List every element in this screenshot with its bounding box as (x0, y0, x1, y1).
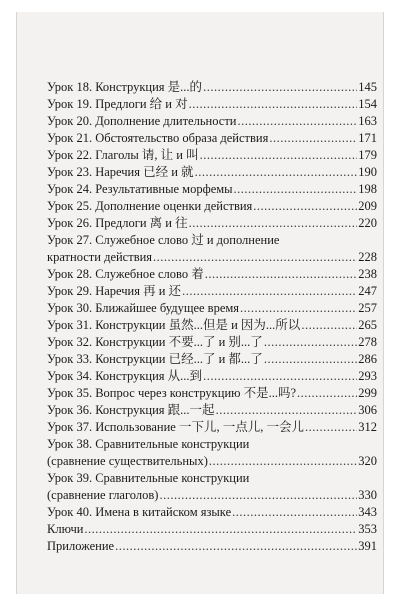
toc-page-number: 391 (358, 539, 377, 553)
toc-page-number: 299 (358, 386, 377, 400)
toc-entry-keys (47, 521, 377, 538)
toc-page-number: 293 (358, 369, 377, 383)
leader-dots (200, 147, 358, 164)
toc-entry-label: Урок 24. Результативные морфемы (47, 182, 233, 196)
toc-entry-lesson-26 (47, 215, 377, 232)
leader-dots (240, 300, 357, 317)
toc-entry-lesson-34 (47, 368, 377, 385)
toc-page-number: 154 (358, 97, 377, 111)
leader-dots (209, 453, 357, 470)
toc-entry-last-line (47, 249, 377, 266)
toc-entry-label: Урок 40. Имена в китайском языке (47, 505, 232, 519)
leader-dots (301, 317, 357, 334)
leader-dots (84, 521, 357, 538)
toc-entry-label: Урок 31. Конструкции 虽然...但是 и 因为...所以 (47, 318, 301, 332)
toc-entry-label-line1: Урок 27. Служебное слово 过 и дополнение (47, 233, 280, 247)
toc-entry-lesson-23 (47, 164, 377, 181)
toc-page-number: 171 (358, 131, 377, 145)
toc-page-number: 247 (358, 284, 377, 298)
toc-entry-label: Урок 36. Конструкция 跟...一起 (47, 403, 215, 417)
toc-entry-lesson-35 (47, 385, 377, 402)
leader-dots (153, 249, 357, 266)
toc-entry-last-line (47, 453, 377, 470)
toc-entry-last-line (47, 487, 377, 504)
leader-dots (195, 164, 358, 181)
toc-entry-label: Приложение (47, 539, 115, 553)
toc-entry-lesson-33 (47, 351, 377, 368)
leader-dots (305, 419, 357, 436)
toc-entry-lesson-30 (47, 300, 377, 317)
toc-entry-label: Урок 20. Дополнение длительности (47, 114, 237, 128)
toc-page-number: 220 (358, 216, 377, 230)
leader-dots (203, 79, 357, 96)
leader-dots (264, 351, 357, 368)
leader-dots (253, 198, 357, 215)
leader-dots (205, 266, 358, 283)
toc-entry-lesson-21 (47, 130, 377, 147)
toc-entry-lesson-40 (47, 504, 377, 521)
toc-entry-label-line1: Урок 39. Сравнительные конструкции (47, 471, 250, 485)
toc-entry-label: Урок 33. Конструкции 已经...了 и 都...了 (47, 352, 263, 366)
toc-entry-label: Урок 30. Ближайшее будущее время (47, 301, 240, 315)
toc-entry-label: Урок 29. Наречия 再 и 还 (47, 284, 182, 298)
leader-dots (216, 402, 358, 419)
toc-page-number: 265 (358, 318, 377, 332)
toc-entry-lesson-29 (47, 283, 377, 300)
toc-entry-lesson-25 (47, 198, 377, 215)
toc-entry-label: Ключи (47, 522, 84, 536)
toc-entry-label: Урок 34. Конструкция 从...到 (47, 369, 203, 383)
toc-page-number: 286 (358, 352, 377, 366)
toc-page-number: 306 (358, 403, 377, 417)
toc-page-number: 163 (358, 114, 377, 128)
toc-entry-lesson-27 (47, 232, 377, 266)
toc-entry-label: Урок 28. Служебное слово 着 (47, 267, 204, 281)
toc-entry-lesson-18 (47, 79, 377, 96)
toc-entry-lesson-37 (47, 419, 377, 436)
leader-dots (182, 283, 357, 300)
toc-page-number: 312 (358, 420, 377, 434)
toc-entry-appendix (47, 538, 377, 555)
toc-entry-label-line1: Урок 38. Сравнительные конструкции (47, 437, 250, 451)
toc-page-number: 353 (358, 522, 377, 536)
leader-dots (115, 538, 357, 555)
leader-dots (234, 181, 358, 198)
toc-page-number: 179 (358, 148, 377, 162)
toc-entry-lesson-39 (47, 470, 377, 504)
leader-dots (264, 334, 357, 351)
toc-page-number: 320 (358, 454, 377, 468)
leader-dots (203, 368, 357, 385)
toc-entry-label: (сравнение существительных) (47, 454, 208, 468)
toc-page-number: 198 (358, 182, 377, 196)
toc-entry-label: Урок 21. Обстоятельство образа действия (47, 131, 269, 145)
toc-entry-label: Урок 37. Использование 一下儿, 一点儿, 一会儿 (47, 420, 304, 434)
leader-dots (232, 504, 357, 521)
book-page (16, 12, 384, 594)
leader-dots (237, 113, 357, 130)
leader-dots (269, 130, 357, 147)
toc-page-number: 238 (358, 267, 377, 281)
toc-entry-lesson-36 (47, 402, 377, 419)
table-of-contents (47, 79, 377, 555)
toc-page-number: 257 (358, 301, 377, 315)
toc-entry-label: Урок 23. Наречия 已经 и 就 (47, 165, 194, 179)
toc-entry-label: Урок 19. Предлоги 给 и 对 (47, 97, 188, 111)
toc-entry-label: Урок 22. Глаголы 请, 让 и 叫 (47, 148, 199, 162)
leader-dots (189, 96, 358, 113)
toc-entry-lesson-19 (47, 96, 377, 113)
toc-entry-label: Урок 18. Конструкция 是...的 (47, 80, 203, 94)
toc-entry-lesson-32 (47, 334, 377, 351)
toc-page-number: 343 (358, 505, 377, 519)
toc-entry-lesson-20 (47, 113, 377, 130)
toc-entry-label: Урок 25. Дополнение оценки действия (47, 199, 253, 213)
toc-entry-lesson-24 (47, 181, 377, 198)
leader-dots (297, 385, 357, 402)
toc-page-number: 145 (358, 80, 377, 94)
toc-entry-label: Урок 35. Вопрос через конструкцию 不是...吗? (47, 386, 297, 400)
toc-page-number: 228 (358, 250, 377, 264)
toc-entry-label: кратности действия (47, 250, 153, 264)
toc-entry-label: Урок 32. Конструкции 不要...了 и 别...了 (47, 335, 263, 349)
toc-entry-lesson-31 (47, 317, 377, 334)
toc-entry-lesson-22 (47, 147, 377, 164)
toc-page-number: 330 (358, 488, 377, 502)
toc-entry-label: (сравнение глаголов) (47, 488, 159, 502)
toc-page-number: 209 (358, 199, 377, 213)
leader-dots (159, 487, 357, 504)
toc-entry-lesson-38 (47, 436, 377, 470)
leader-dots (189, 215, 358, 232)
toc-page-number: 190 (358, 165, 377, 179)
toc-entry-lesson-28 (47, 266, 377, 283)
toc-entry-label: Урок 26. Предлоги 离 и 往 (47, 216, 188, 230)
toc-page-number: 278 (358, 335, 377, 349)
